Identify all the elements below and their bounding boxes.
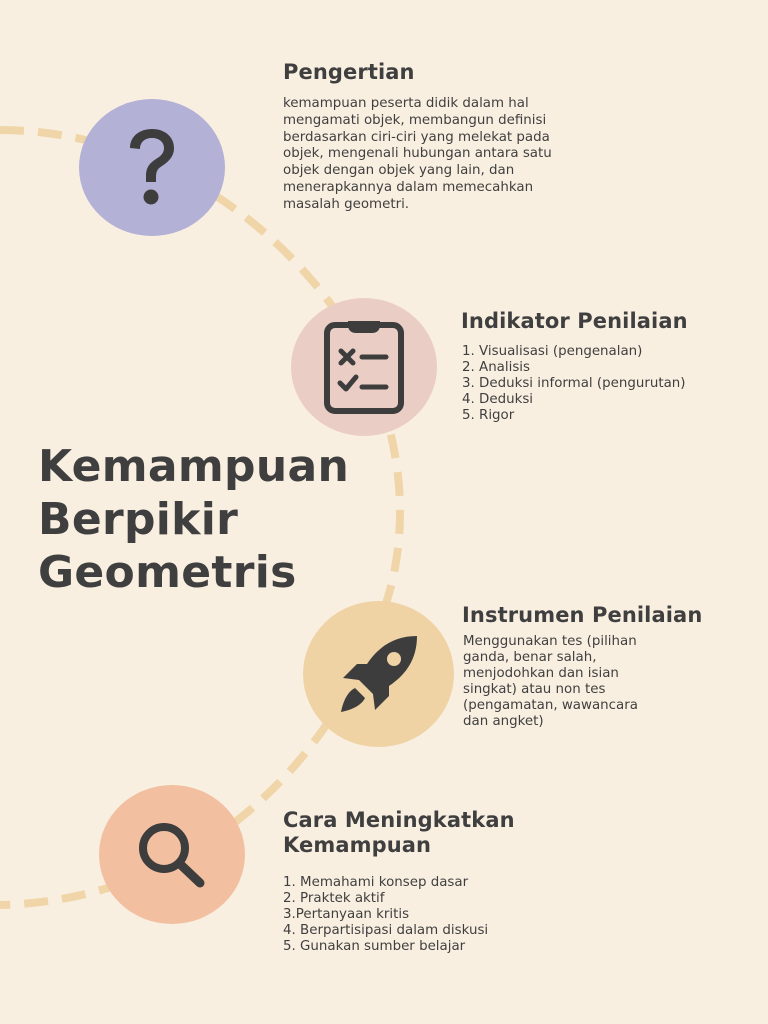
title-line: Berpikir <box>38 494 239 545</box>
list-item: 4. Deduksi <box>462 392 534 407</box>
indikator-list <box>462 344 762 424</box>
list-item: 4. Berpartisipasi dalam diskusi <box>283 923 489 938</box>
cara-heading-line: Cara Meningkatkan <box>283 808 515 832</box>
cara-list <box>283 875 583 955</box>
list-item: 1. Memahami konsep dasar <box>283 875 469 890</box>
list-item: 3. Deduksi informal (pengurutan) <box>462 376 686 391</box>
list-item: 1. Visualisasi (pengenalan) <box>462 344 643 359</box>
pengertian-line: menerapkannya dalam memecahkan <box>283 179 534 195</box>
list-item: 3.Pertanyaan kritis <box>283 907 410 922</box>
instrumen-line: (pengamatan, wawancara <box>463 698 638 713</box>
instrumen-line: menjodohkan dan isian <box>463 666 619 681</box>
title-line: Kemampuan <box>38 441 350 492</box>
instrumen-circle <box>303 601 454 747</box>
instrumen-line: singkat) atau non tes <box>463 682 606 697</box>
indikator-heading: Indikator Penilaian <box>461 309 688 333</box>
page-title <box>38 440 349 599</box>
cara-circle <box>99 785 245 924</box>
pengertian-line: berdasarkan ciri-ciri yang melekat pada <box>283 129 550 145</box>
instrumen-text <box>463 634 683 730</box>
pengertian-line: mengamati objek, membangun definisi <box>283 112 547 128</box>
cara-heading <box>283 808 515 858</box>
pengertian-line: objek dengan objek yang lain, dan <box>283 163 515 179</box>
title-line: Geometris <box>38 547 297 598</box>
pengertian-circle <box>79 99 225 236</box>
pengertian-text <box>283 96 613 214</box>
pengertian-line: masalah geometri. <box>283 196 410 212</box>
instrumen-line: dan angket) <box>463 714 544 729</box>
list-item: 5. Rigor <box>462 408 515 423</box>
instrumen-heading: Instrumen Penilaian <box>462 603 703 627</box>
instrumen-line: Menggunakan tes (pilihan <box>463 634 637 649</box>
instrumen-line: ganda, benar salah, <box>463 650 597 665</box>
pengertian-line: objek, mengenali hubungan antara satu <box>283 146 552 162</box>
pengertian-line: kemampuan peserta didik dalam hal <box>283 96 529 111</box>
cara-heading-line: Kemampuan <box>283 833 432 857</box>
rocket-icon <box>337 632 421 716</box>
list-item: 5. Gunakan sumber belajar <box>283 939 466 954</box>
clipboard-checklist-icon <box>322 319 406 415</box>
list-item: 2. Praktek aktif <box>283 891 385 906</box>
magnifier-icon <box>136 821 208 889</box>
list-item: 2. Analisis <box>462 360 530 375</box>
indikator-circle <box>291 298 437 436</box>
pengertian-heading: Pengertian <box>283 60 415 84</box>
question-mark-icon <box>122 126 182 210</box>
